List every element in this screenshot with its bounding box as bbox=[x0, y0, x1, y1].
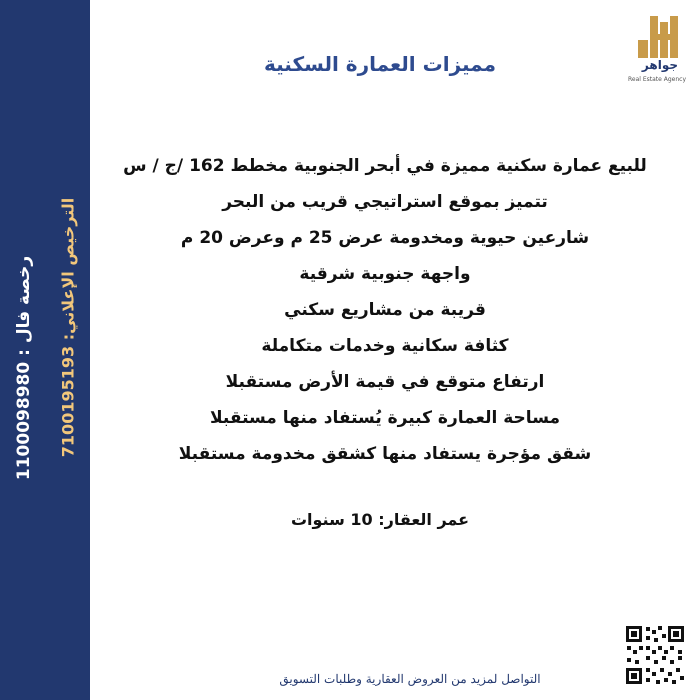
left-sidebar bbox=[0, 0, 90, 700]
feature-line: واجهة جنوبية شرقية bbox=[299, 264, 471, 284]
feature-line: شارعين حيوية ومخدومة عرض 25 م وعرض 20 م bbox=[180, 228, 590, 248]
logo-arabic-name: جواهر bbox=[641, 58, 678, 72]
qr-code-icon[interactable] bbox=[624, 624, 686, 686]
property-age: عمر العقار: 10 سنوات bbox=[290, 510, 470, 529]
feature-line: قريبة من مشاريع سكني bbox=[284, 300, 486, 320]
feature-line: للبيع عمارة سكنية مميزة في أبحر الجنوبية مخطط 162 /ج / س bbox=[123, 156, 647, 176]
feature-line: مساحة العمارة كبيرة يُستفاد منها مستقبلا bbox=[209, 408, 561, 428]
logo-english-name: Real Estate Agency bbox=[628, 76, 686, 83]
feature-line: كثافة سكانية وخدمات متكاملة bbox=[261, 336, 509, 356]
page-title: مميزات العمارة السكنية bbox=[264, 52, 496, 76]
feature-line: تتميز بموقع استراتيجي قريب من البحر bbox=[222, 192, 548, 212]
features-list bbox=[120, 148, 650, 472]
ad-license-text: الترخيص الإعلاني: 7100195193 bbox=[58, 197, 78, 458]
footer-contact-text: التواصل لمزيد من العروض العقارية وطلبات التسويق bbox=[279, 672, 541, 686]
license-fal-text: رخصة فال : 1100098980 bbox=[14, 255, 34, 481]
feature-line: شقق مؤجرة يستفاد منها كشقق مخدومة مستقبلا bbox=[178, 444, 592, 464]
feature-line: ارتفاع متوقع في قيمة الأرض مستقبلا bbox=[225, 372, 545, 392]
